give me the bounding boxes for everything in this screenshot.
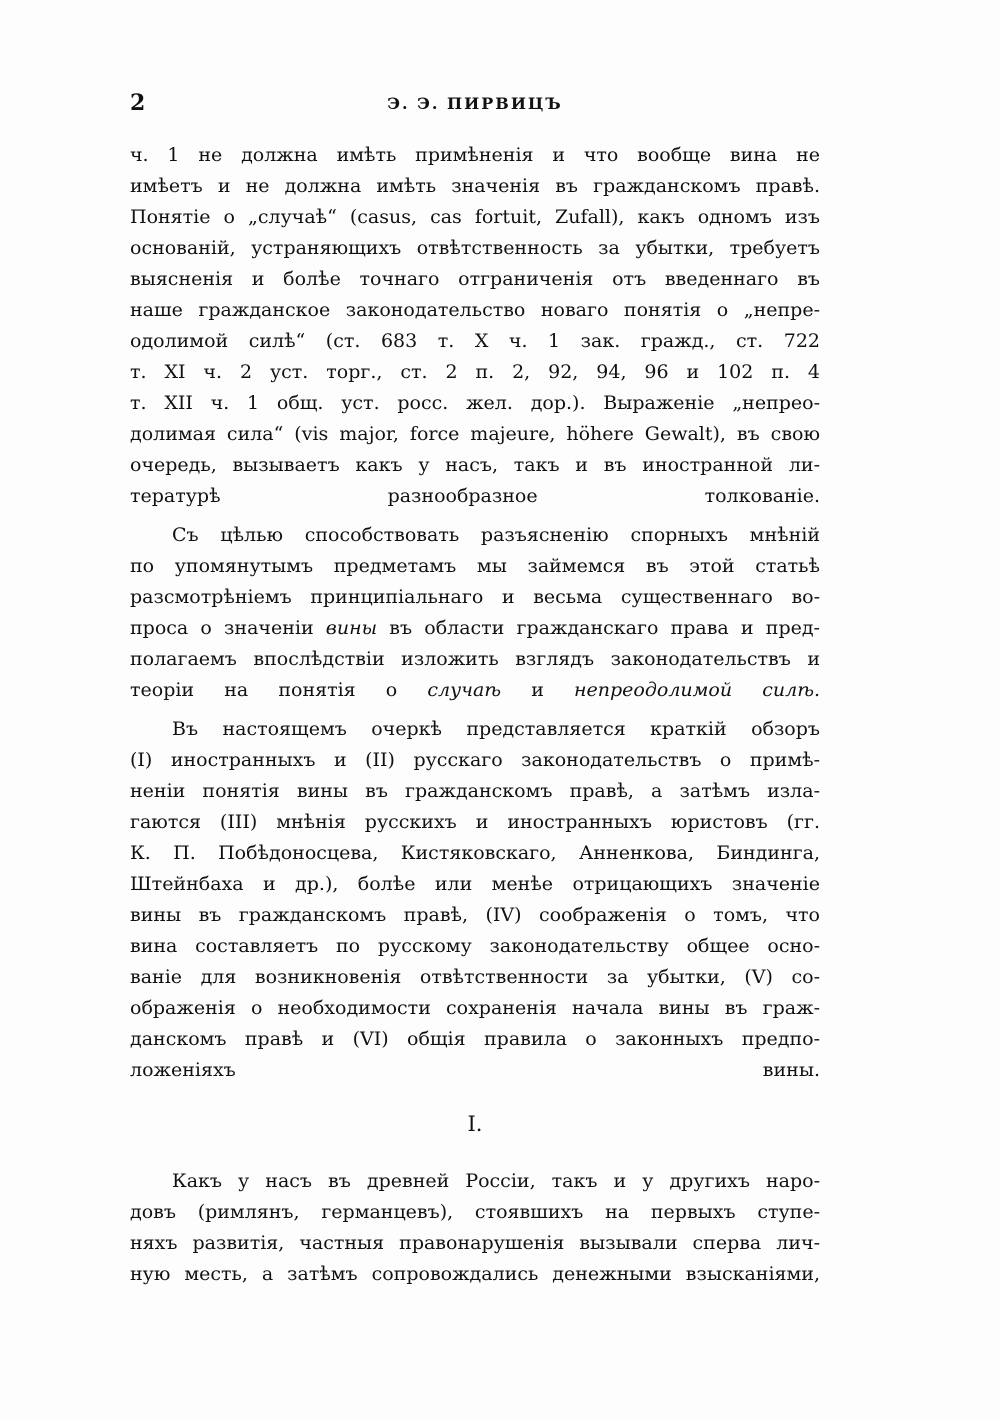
text-line: Понятіе о „случаѣ“ (casus, cas fortuit, Zufall), какъ одномъ изъ [130, 206, 820, 228]
text-line: вина составляетъ по русскому законодательству общее осно- [130, 935, 820, 957]
text-line: основаній, устраняющихъ отвѣтственность за убытки, требуетъ [130, 237, 820, 259]
running-head: Э. Э. ПИРВИЦЪ [387, 94, 563, 113]
page-number: 2 [130, 90, 146, 116]
text-fragment: теоріи на понятія о [130, 679, 398, 701]
text-line: наше гражданское законодательство новаго понятія о „непре- [130, 299, 820, 321]
text-line: долимая сила“ (vis major, force majeure, höhere Gewalt), въ свою [130, 423, 820, 445]
text-line: очередь, вызываетъ какъ у насъ, такъ и въ иностранной ли- [130, 454, 820, 476]
text-line: полагаемъ впослѣдствіи изложить взглядъ законодательствъ и [130, 648, 820, 670]
section-paragraph [130, 1166, 820, 1290]
emphasis-vina: вины [325, 617, 378, 639]
text-line: няхъ развитія, частныя правонарушенія вызывали сперва лич- [130, 1232, 820, 1254]
text-line: т. XII ч. 1 общ. уст. росс. жел. дор.). Выраженіе „непрео- [130, 392, 820, 414]
text-line: Штейнбаха и др.), болѣе или менѣе отрицающихъ значеніе [130, 873, 820, 895]
text-line: Съ цѣлью способствовать разъясненію спорныхъ мнѣній [172, 524, 820, 546]
text-line: (I) иностранныхъ и (II) русскаго законодательствъ о примѣ- [130, 749, 820, 771]
emphasis-sluchai: случаѣ [427, 679, 502, 701]
paragraph-3 [130, 714, 820, 1086]
text-line: ображенія о необходимости сохраненія начала вины въ граж- [130, 997, 820, 1019]
text-line: Въ настоящемъ очеркѣ представляется краткій обзоръ [172, 718, 820, 740]
paragraph-2 [130, 520, 820, 706]
text-line: разсмотрѣніемъ принципіальнаго и весьма существеннаго во- [130, 586, 820, 608]
page-header [130, 90, 820, 120]
text-line: Какъ у насъ въ древней Россіи, такъ и у другихъ наро- [172, 1170, 820, 1192]
text-line: т. XI ч. 2 уст. торг., ст. 2 п. 2, 92, 94, 96 и 102 п. 4 [130, 361, 820, 383]
text-line: данскомъ правѣ и (VI) общія правила о законныхъ предпо- [130, 1028, 820, 1050]
text-line: ную месть, а затѣмъ сопровождались денежными взысканіями, [130, 1263, 820, 1285]
emphasis-nepreodolimaya-sila: непреодолимой силѣ. [574, 679, 821, 701]
text-line: имѣетъ и не должна имѣть значенія въ гражданскомъ правѣ. [130, 175, 820, 197]
text-fragment: и [531, 679, 544, 701]
text-line [130, 675, 820, 706]
text-line: ваніе для возникновенія отвѣтственности за убытки, (V) со- [130, 966, 820, 988]
text-line: ложеніяхъ вины. [130, 1059, 820, 1081]
text-line: гаются (III) мнѣнія русскихъ и иностранныхъ юристовъ (гг. [130, 811, 820, 833]
main-text [130, 140, 820, 1086]
paragraph-1 [130, 140, 820, 512]
text-line: выясненія и болѣе точнаго отграниченія отъ введеннаго въ [130, 268, 820, 290]
text-line: довъ (римлянъ, германцевъ), стоявшихъ на первыхъ ступе- [130, 1201, 820, 1223]
text-line: ч. 1 не должна имѣть примѣненія и что вообще вина не [130, 144, 820, 166]
text-line: тературѣ разнообразное толкованіе. [130, 485, 820, 507]
text-line: по упомянутымъ предметамъ мы займемся въ этой статьѣ [130, 555, 820, 577]
text-line: К. П. Побѣдоносцева, Кистяковскаго, Анненкова, Биндинга, [130, 842, 820, 864]
text-line: вины въ гражданскомъ правѣ, (IV) соображенія о томъ, что [130, 904, 820, 926]
text-line [130, 613, 820, 644]
section-heading: I. [467, 1112, 483, 1136]
text-line: одолимой силѣ“ (ст. 683 т. X ч. 1 зак. гражд., ст. 722 [130, 330, 820, 352]
section-text [130, 1166, 820, 1290]
text-fragment: въ области гражданскаго права и пред- [389, 617, 820, 639]
text-fragment: проса о значеніи [130, 617, 314, 639]
text-line: неніи понятія вины въ гражданскомъ правѣ, а затѣмъ изла- [130, 780, 820, 802]
